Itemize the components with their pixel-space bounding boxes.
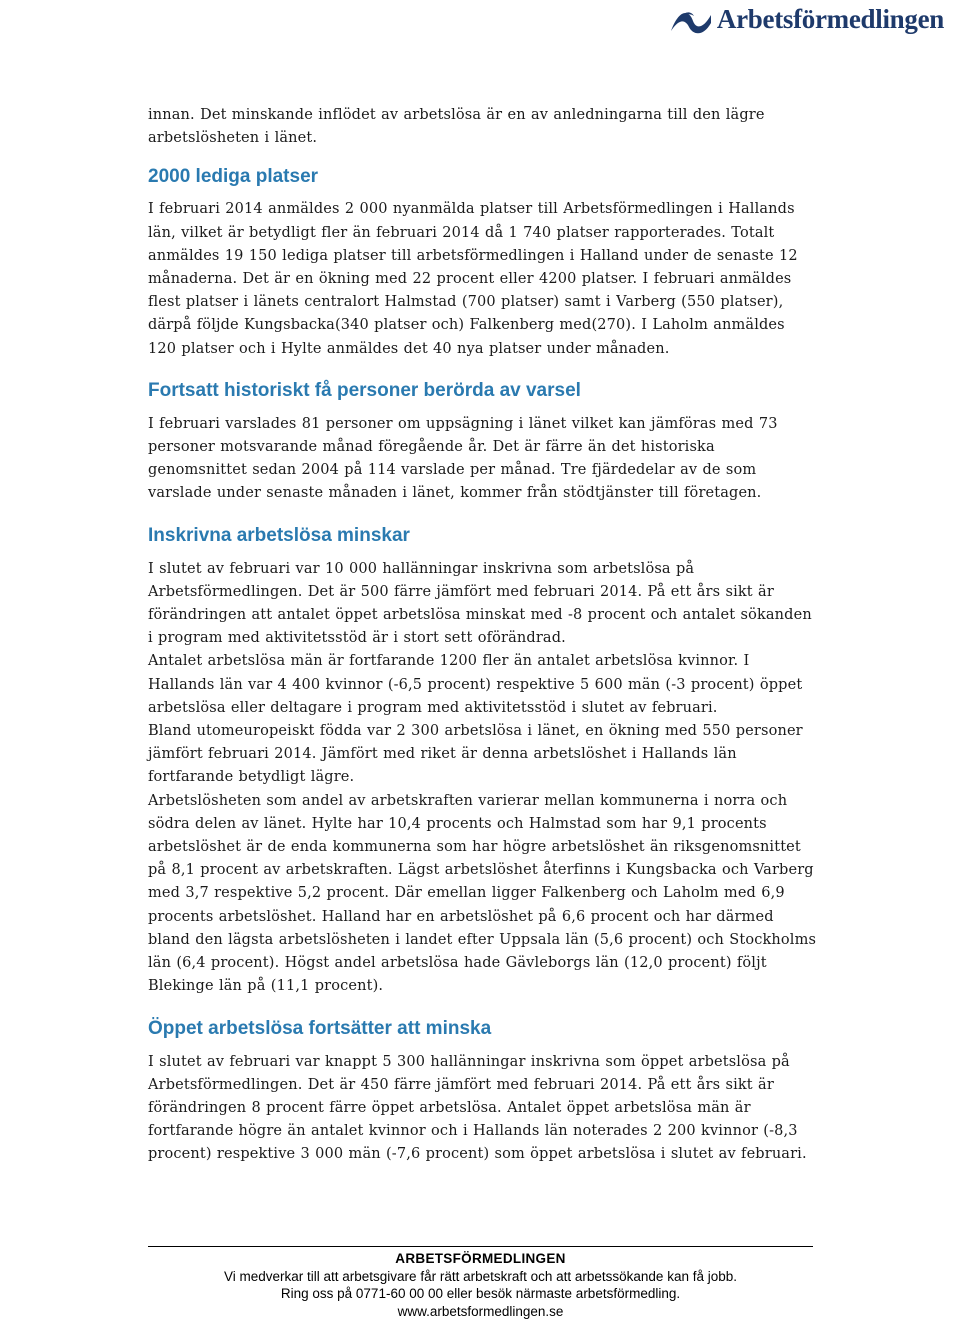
document-body xyxy=(148,104,818,1167)
section-paragraph: I slutet av februari var 10 000 hallänningar inskrivna som arbetslösa på Arbetsförmedlingen. Det är 500 färre jämfört med februari 2014. På ett års sikt är förändringen att antalet öppet arbetslösa minskat med -8 procent och antalet sökanden i program med aktivitetsstöd är i stort sett oförändrad. xyxy=(148,558,818,651)
logo-text: Arbetsförmedlingen xyxy=(717,4,944,35)
section-paragraph: Arbetslösheten som andel av arbetskraften varierar mellan kommunerna i norra och södra delen av länet. Hylte har 10,4 procents och Halmstad som har 9,1 procents arbetslöshet är de enda kommunerna som har högre arbetslöshet än riksgenomsnittet på 8,1 procent av arbetskraften. Lägst arbetslöshet återfinns i Kungsbacka och Varberg med 3,7 respektive 5,2 procent. Där emellan ligger Falkenberg och Laholm med 6,9 procents arbetslöshet. Halland har en arbetslöshet på 6,6 procent och har därmed bland den lägsta arbetslösheten i landet efter Uppsala län (5,6 procent) och Stockholms län (6,4 procent). Högst andel arbetslösa hade Gävleborgs län (12,0 procent) följt Blekinge län på (11,1 procent). xyxy=(148,790,818,999)
footer-website-link[interactable]: www.arbetsformedlingen.se xyxy=(148,1303,813,1320)
arbetsformedlingen-wave-icon xyxy=(669,5,713,35)
footer-tagline: Vi medverkar till att arbetsgivare får rätt arbetskraft och att arbetssökande kan få jobb. xyxy=(148,1268,813,1286)
section-heading-oppet-arbetslosa: Öppet arbetslösa fortsätter att minska xyxy=(148,1017,818,1041)
page-footer xyxy=(148,1246,813,1320)
section-paragraph: Antalet arbetslösa män är fortfarande 1200 fler än antalet arbetslösa kvinnor. I Hallands län var 4 400 kvinnor (-6,5 procent) respektive 5 600 män (-3 procent) öppet arbetslösa eller deltagare i program med aktivitetsstöd i slutet av februari. xyxy=(148,650,818,720)
section-heading-varsel: Fortsatt historiskt få personer berörda av varsel xyxy=(148,379,818,403)
brand-logo xyxy=(669,4,944,35)
footer-contact: Ring oss på 0771-60 00 00 eller besök närmaste arbetsförmedling. xyxy=(148,1285,813,1303)
section-heading-inskrivna-arbetslosa: Inskrivna arbetslösa minskar xyxy=(148,524,818,548)
section-paragraph: I februari 2014 anmäldes 2 000 nyanmälda platser till Arbetsförmedlingen i Hallands län, vilket är betydligt fler än februari 2014 då 1 740 platser rapporterades. Totalt anmäldes 19 150 lediga platser till arbetsförmedlingen i Halland under de senaste 12 månaderna. Det är en ökning med 22 procent eller 4200 platser. I februari anmäldes flest platser i länets centralort Halmstad (700 platser) samt i Varberg (550 platser), därpå följde Kungsbacka(340 platser och) Falkenberg med(270). I Laholm anmäldes 120 platser och i Hylte anmäldes det 40 nya platser under månaden. xyxy=(148,198,818,360)
section-paragraph: Bland utomeuropeiskt födda var 2 300 arbetslösa i länet, en ökning med 550 personer jämfört februari 2014. Jämfört med riket är denna arbetslöshet i Hallands län fortfarande betydligt lägre. xyxy=(148,720,818,790)
section-heading-lediga-platser: 2000 lediga platser xyxy=(148,165,818,189)
section-paragraph: I slutet av februari var knappt 5 300 hallänningar inskrivna som öppet arbetslösa på Arbetsförmedlingen. Det är 450 färre jämfört med februari 2014. På ett års sikt är förändringen 8 procent färre öppet arbetslösa. Antalet öppet arbetslösa män är fortfarande högre än antalet kvinnor och i Hallands län noterades 2 200 kvinnor (-8,3 procent) respektive 3 000 män (-7,6 procent) som öppet arbetslösa i slutet av februari. xyxy=(148,1051,818,1167)
footer-org: ARBETSFÖRMEDLINGEN xyxy=(148,1250,813,1268)
intro-paragraph: innan. Det minskande inflödet av arbetslösa är en av anledningarna till den lägre arbetslösheten i länet. xyxy=(148,104,818,150)
section-paragraph: I februari varslades 81 personer om uppsägning i länet vilket kan jämföras med 73 personer motsvarande månad föregående år. Det är färre än det historiska genomsnittet sedan 2004 på 114 varslade per månad. Tre fjärdedelar av de som varslade under senaste månaden i länet, kommer från stödtjänster till företagen. xyxy=(148,413,818,506)
